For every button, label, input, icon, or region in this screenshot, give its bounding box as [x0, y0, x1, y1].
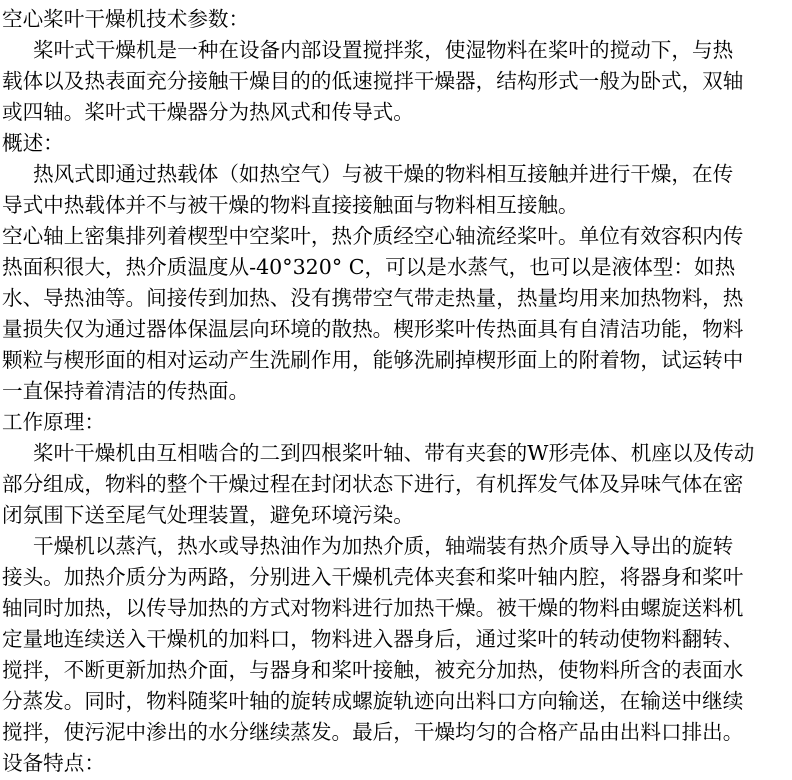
overview-line-3: 空心轴上密集排列着楔型中空桨叶，热介质经空心轴流经桨叶。单位有效容积内传	[2, 224, 744, 248]
principle-line-2: 部分组成，物料的整个干燥过程在封闭状态下进行，有机挥发气体及异味气体在密	[2, 472, 744, 496]
document-title: 空心桨叶干燥机技术参数：	[2, 7, 250, 31]
overview-line-5: 水、导热油等。间接传到加热、没有携带空气带走热量，热量均用来加热物料，热	[2, 286, 744, 310]
principle-line-1: 桨叶干燥机由互相啮合的二到四根桨叶轴、带有夹套的W形壳体、机座以及传动	[33, 441, 755, 465]
principle-line-3: 闭氛围下送至尾气处理装置，避免环境污染。	[2, 503, 414, 527]
intro-line-2: 载体以及热表面充分接触干燥目的的低速搅拌干燥器，结构形式一般为卧式，双轴	[2, 69, 744, 93]
principle-heading: 工作原理：	[2, 410, 105, 434]
principle-line-5: 接头。加热介质分为两路，分别进入干燥机壳体夹套和桨叶轴内腔，将器身和桨叶	[2, 565, 744, 589]
overview-line-6: 量损失仅为通过器体保温层向环境的散热。楔形桨叶传热面具有自清洁功能，物料	[2, 317, 744, 341]
principle-line-7: 定量地连续送入干燥机的加料口，物料进入器身后，通过桨叶的转动使物料翻转、	[2, 627, 744, 651]
overview-line-7: 颗粒与楔形面的相对运动产生洗刷作用，能够洗刷掉楔形面上的附着物，试运转中	[2, 348, 744, 372]
principle-line-9: 分蒸发。同时，物料随桨叶轴的旋转成螺旋轨迹向出料口方向输送，在输送中继续	[2, 689, 744, 713]
principle-line-6: 轴同时加热，以传导加热的方式对物料进行加热干燥。被干燥的物料由螺旋送料机	[2, 596, 744, 620]
intro-line-1: 桨叶式干燥机是一种在设备内部设置搅拌浆，使湿物料在桨叶的搅动下，与热	[33, 38, 734, 62]
overview-line-8: 一直保持着清洁的传热面。	[2, 379, 250, 403]
overview-heading: 概述：	[2, 131, 64, 155]
overview-line-2: 导式中热载体并不与被干燥的物料直接接触面与物料相互接触。	[2, 193, 579, 217]
principle-line-4: 干燥机以蒸汽，热水或导热油作为加热介质，轴端装有热介质导入导出的旋转	[33, 534, 734, 558]
features-heading: 设备特点：	[2, 751, 105, 775]
intro-line-3: 或四轴。桨叶式干燥器分为热风式和传导式。	[2, 100, 414, 124]
principle-line-10: 搅拌，使污泥中渗出的水分继续蒸发。最后，干燥均匀的合格产品由出料口排出。	[2, 720, 744, 744]
principle-line-8: 搅拌，不断更新加热介面，与器身和桨叶接触，被充分加热，使物料所含的表面水	[2, 658, 744, 682]
overview-line-4: 热面积很大，热介质温度从-40°320° C，可以是水蒸气，也可以是液体型：如热	[2, 255, 736, 279]
overview-line-1: 热风式即通过热载体（如热空气）与被干燥的物料相互接触并进行干燥，在传	[33, 162, 734, 186]
